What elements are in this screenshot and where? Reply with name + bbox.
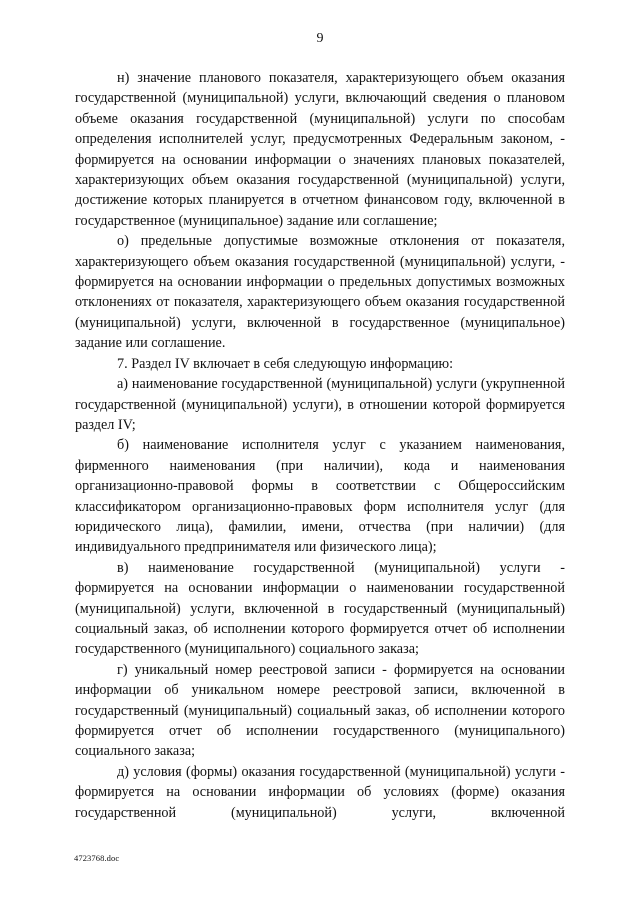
paragraph-n: н) значение планового показателя, характеризующего объем оказания государственной (муниципальной) услуги, включающий сведения о плановом объеме оказания государственной (муниципальной) услуги по способам определения исполнителей услуг, предусмотренных Федеральным законом, - формируется на основании информации о значениях плановых показателей, характеризующих объем оказания государственной (муниципальной) услуги, достижение которых планируется в отчетном финансовом году, включенной в государственное (муниципальное) задание или соглашение; [75,70,565,229]
paragraph-o: о) предельные допустимые возможные отклонения от показателя, характеризующего объем оказания государственной (муниципальной) услуги, - формируется на основании информации о предельных допустимых возможных отклонениях от показателя, характеризующего объем оказания государственной (муниципальной) услуги, включенной в государственное (муниципальное) задание или соглашение. [75,233,565,352]
page-number: 9 [316,31,324,46]
paragraph-d: д) условия (формы) оказания государственной (муниципальной) услуги - формируется на основании информации об условиях (форме) оказания государственной (муниципальной) услуги, включенной [75,763,565,821]
document-filename: 4723768.doc [74,853,120,863]
document-body [75,68,565,823]
paragraph-v: в) наименование государственной (муниципальной) услуги - формируется на основании информации о наименовании государственной (муниципальной) услуги, включенной в государственный (муниципальный) социальный заказ, об исполнении которого формируется отчет об исполнении государственного (муниципального) социального заказа; [75,559,565,658]
section-7-heading: 7. Раздел IV включает в себя следующую информацию: [117,355,454,372]
paragraph-g: г) уникальный номер реестровой записи - формируется на основании информации об уникальном номере реестровой записи, включенной в государственный (муниципальный) социальный заказ, об исполнении которого формируется отчет об исполнении государственного (муниципального) социального заказа; [75,661,565,760]
paragraph-a: а) наименование государственной (муниципальной) услуги (укрупненной государственной (муниципальной) услуги), в отношении которой формируется раздел IV; [75,376,565,433]
paragraph-b: б) наименование исполнителя услуг с указанием наименования, фирменного наименования (при наличии), кода и наименования организационно-правовой формы в соответствии с Общероссийским классификатором организационно-правовых форм исполнителя услуг (для юридического лица), фамилии, имени, отчества (при наличии) (для индивидуального предпринимателя или физического лица); [75,437,565,556]
